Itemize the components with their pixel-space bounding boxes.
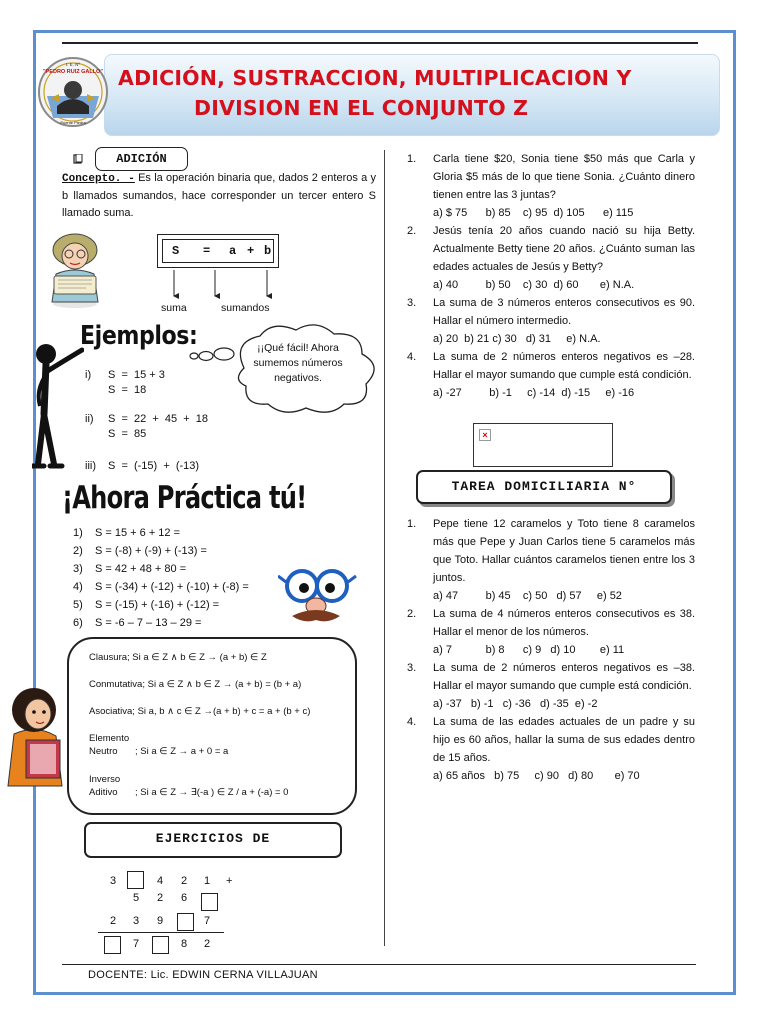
label-sumandos: sumandos: [221, 302, 270, 314]
concept-paragraph: [62, 170, 376, 222]
practice-text: S = (-15) + (-16) + (-12) =: [95, 599, 220, 611]
prop-neutro-label-1: Elemento: [89, 733, 130, 744]
cloud-text: ¡¡Qué fácil! Ahora sumemos números negativos.: [253, 342, 343, 384]
puzzle-digit: 1: [204, 875, 211, 887]
problem-text: Jesús tenía 20 años cuando nació su hija Betty. Actualmente Betty tiene 20 años. ¿Cuánto suman las edades actuales de Jesús y Betty?: [433, 225, 695, 273]
example-2-line1: S = 22 + 45 + 18: [108, 413, 208, 425]
problem-number: 3.: [407, 297, 417, 309]
school-logo: [37, 56, 109, 128]
puzzle-blank-box[interactable]: [152, 936, 169, 954]
practice-item: [73, 578, 249, 596]
practica-title: ¡Ahora Práctica tú!: [62, 480, 307, 516]
prop-neutro-label-2: Neutro: [89, 746, 118, 757]
grandma-illustration: [42, 226, 108, 310]
example-3-number: iii): [85, 460, 96, 472]
notebook-icon: [73, 154, 83, 164]
puzzle-digit: 3: [133, 915, 140, 927]
homework-number: 2.: [407, 608, 417, 620]
homework-text: Pepe tiene 12 caramelos y Toto tiene 8 caramelos más que Pepe y Juan Carlos tiene 5 caramelos más que Toto. Hallar cuántos caramelos tienen entre los 3 juntos.: [433, 518, 695, 584]
homework-text: La suma de 2 números enteros negativos es –38. Hallar el mayor sumando que cumple está condición.: [433, 662, 695, 692]
practice-item: [73, 560, 249, 578]
logo-top-text: I. E. Nº: [65, 62, 81, 67]
homework-item: [407, 659, 695, 713]
section-label-adicion: ADICIÓN: [95, 147, 188, 171]
prop-inverso-rule: ; Si a ∈ Z → ∃(-a ) ∈ Z / a + (-a) = 0: [135, 787, 289, 798]
pointing-figure-illustration: [32, 332, 84, 472]
ejercicios-label: EJERCICIOS DE: [84, 822, 342, 858]
puzzle-digit: 7: [133, 938, 140, 950]
homework-list: [407, 515, 695, 785]
practice-text: S = 42 + 48 + 80 =: [95, 563, 187, 575]
example-1-number: i): [85, 369, 92, 381]
ejemplos-title: Ejemplos:: [80, 321, 198, 351]
puzzle-digit: 9: [157, 915, 164, 927]
problem-number: 2.: [407, 225, 417, 237]
problem-options: a) -27 b) -1 c) -14 d) -15 e) -16: [433, 387, 635, 399]
puzzle-digit: 6: [181, 892, 188, 904]
problem-text: La suma de 2 números enteros negativos es –28. Hallar el mayor sumando que cumple está condición.: [433, 351, 695, 381]
reading-woman-illustration: [0, 686, 72, 792]
footer-docente: DOCENTE: Lic. EDWIN CERNA VILLAJUAN: [88, 969, 318, 981]
puzzle-digit: 2: [110, 915, 117, 927]
homework-options: a) 47 b) 45 c) 50 d) 57 e) 52: [433, 590, 622, 602]
puzzle-digit: 2: [181, 875, 188, 887]
homework-item: [407, 713, 695, 785]
practice-number: 5): [73, 599, 83, 611]
puzzle-digit: 4: [157, 875, 164, 887]
formula-s: S: [172, 244, 180, 258]
puzzle-blank-box[interactable]: [104, 936, 121, 954]
formula-b: b: [264, 244, 272, 258]
homework-item: [407, 605, 695, 659]
formula-arrows: [160, 268, 280, 300]
glasses-face-illustration: [278, 566, 358, 626]
homework-text: La suma de las edades actuales de un padre y su hijo es 60 años, hallar la suma de sus edades dentro de 15 años.: [433, 716, 695, 764]
formula-a: a: [229, 244, 237, 258]
problem-options: a) 20 b) 21 c) 30 d) 31 e) N.A.: [433, 333, 601, 345]
practice-list: [73, 524, 249, 632]
concept-text: Es la operación binaria que, dados 2 enteros a y b llamados sumandos, hace corresponder un tercer entero S llamado suma.: [62, 172, 376, 219]
homework-options: a) 7 b) 8 c) 9 d) 10 e) 11: [433, 644, 625, 656]
practice-text: S = -6 – 7 – 13 – 29 =: [95, 617, 202, 629]
puzzle-digit: 2: [204, 938, 211, 950]
practice-number: 4): [73, 581, 83, 593]
practice-text: S = 15 + 6 + 12 =: [95, 527, 181, 539]
example-2-number: ii): [85, 413, 94, 425]
puzzle-digit: 7: [204, 915, 211, 927]
puzzle-blank-box[interactable]: [177, 913, 194, 931]
logo-bottom-text: Puente Piedra: [60, 120, 86, 125]
prop-inverso-label-2: Aditivo: [89, 787, 118, 798]
example-3-line1: S = (-15) + (-13): [108, 460, 200, 472]
logo-name-text: "PEDRO RUIZ GALLO": [43, 69, 103, 75]
top-rule: [62, 42, 698, 44]
puzzle-digit: 2: [157, 892, 164, 904]
puzzle-plus: +: [226, 875, 233, 887]
homework-number: 3.: [407, 662, 417, 674]
problem-item: [407, 348, 695, 402]
page-title: [118, 63, 714, 123]
broken-image-placeholder: [473, 423, 613, 467]
tarea-label: TAREA DOMICILIARIA N°: [416, 470, 672, 504]
homework-item: [407, 515, 695, 605]
practice-number: 3): [73, 563, 83, 575]
title-line-2: DIVISION EN EL CONJUNTO Z: [194, 96, 529, 120]
problem-item: [407, 294, 695, 348]
example-1-line2: S = 18: [108, 384, 147, 396]
practice-item: [73, 614, 249, 632]
problem-text: Carla tiene $20, Sonia tiene $50 más que Carla y Gloria $5 más de lo que tiene Sonia. ¿Cuánto dinero tienen entre las 3 juntas?: [433, 153, 695, 201]
prop-asociativa: Asociativa; Si a, b ∧ c ∈ Z →(a + b) + c = a + (b + c): [89, 706, 311, 717]
puzzle-digit: 5: [133, 892, 140, 904]
formula-sum: [162, 239, 274, 263]
prop-inverso-label-1: Inverso: [89, 774, 121, 785]
puzzle-digit: 3: [110, 875, 117, 887]
prop-clausura: Clausura; Si a ∈ Z ∧ b ∈ Z → (a + b) ∈ Z: [89, 652, 267, 663]
problem-number: 4.: [407, 351, 417, 363]
problem-options: a) 40 b) 50 c) 30 d) 60 e) N.A.: [433, 279, 635, 291]
puzzle-digit: 8: [181, 938, 188, 950]
problem-number: 1.: [407, 153, 417, 165]
practice-number: 1): [73, 527, 83, 539]
broken-image-icon: ×: [479, 429, 491, 441]
example-2-line2: S = 85: [108, 428, 147, 440]
bottom-rule: [62, 964, 696, 965]
problem-item: [407, 150, 695, 222]
problem-text: La suma de 3 números enteros consecutivos es 90. Hallar el número intermedio.: [433, 297, 695, 327]
formula-plus: +: [247, 244, 255, 258]
practice-number: 6): [73, 617, 83, 629]
example-1-line1: S = 15 + 3: [108, 369, 165, 381]
problems-list: [407, 150, 695, 402]
problem-options: a) $ 75 b) 85 c) 95 d) 105 e) 115: [433, 207, 634, 219]
practice-text: S = (-34) + (-12) + (-10) + (-8) =: [95, 581, 249, 593]
homework-text: La suma de 4 números enteros consecutivos es 38. Hallar el menor de los números.: [433, 608, 695, 638]
homework-number: 4.: [407, 716, 417, 728]
puzzle-sum-line: [98, 932, 224, 933]
homework-options: a) -37 b) -1 c) -36 d) -35 e) -2: [433, 698, 598, 710]
title-line-1: ADICIÓN, SUSTRACCION, MULTIPLICACION Y: [118, 66, 632, 90]
puzzle-blank-box[interactable]: [127, 871, 144, 889]
practice-text: S = (-8) + (-9) + (-13) =: [95, 545, 207, 557]
formula-eq: =: [203, 244, 211, 258]
practice-item: [73, 542, 249, 560]
homework-options: a) 65 años b) 75 c) 90 d) 80 e) 70: [433, 770, 640, 782]
prop-neutro-rule: ; Si a ∈ Z → a + 0 = a: [135, 746, 229, 757]
prop-conmutativa: Conmutativa; Si a ∈ Z ∧ b ∈ Z → (a + b) = (b + a): [89, 679, 302, 690]
practice-item: [73, 596, 249, 614]
practice-number: 2): [73, 545, 83, 557]
column-divider: [384, 150, 385, 946]
puzzle-blank-box[interactable]: [201, 893, 218, 911]
homework-number: 1.: [407, 518, 417, 530]
label-suma: suma: [161, 302, 187, 314]
concept-label: Concepto. -: [62, 173, 135, 185]
practice-item: [73, 524, 249, 542]
formula-box: [157, 234, 279, 268]
problem-item: [407, 222, 695, 294]
